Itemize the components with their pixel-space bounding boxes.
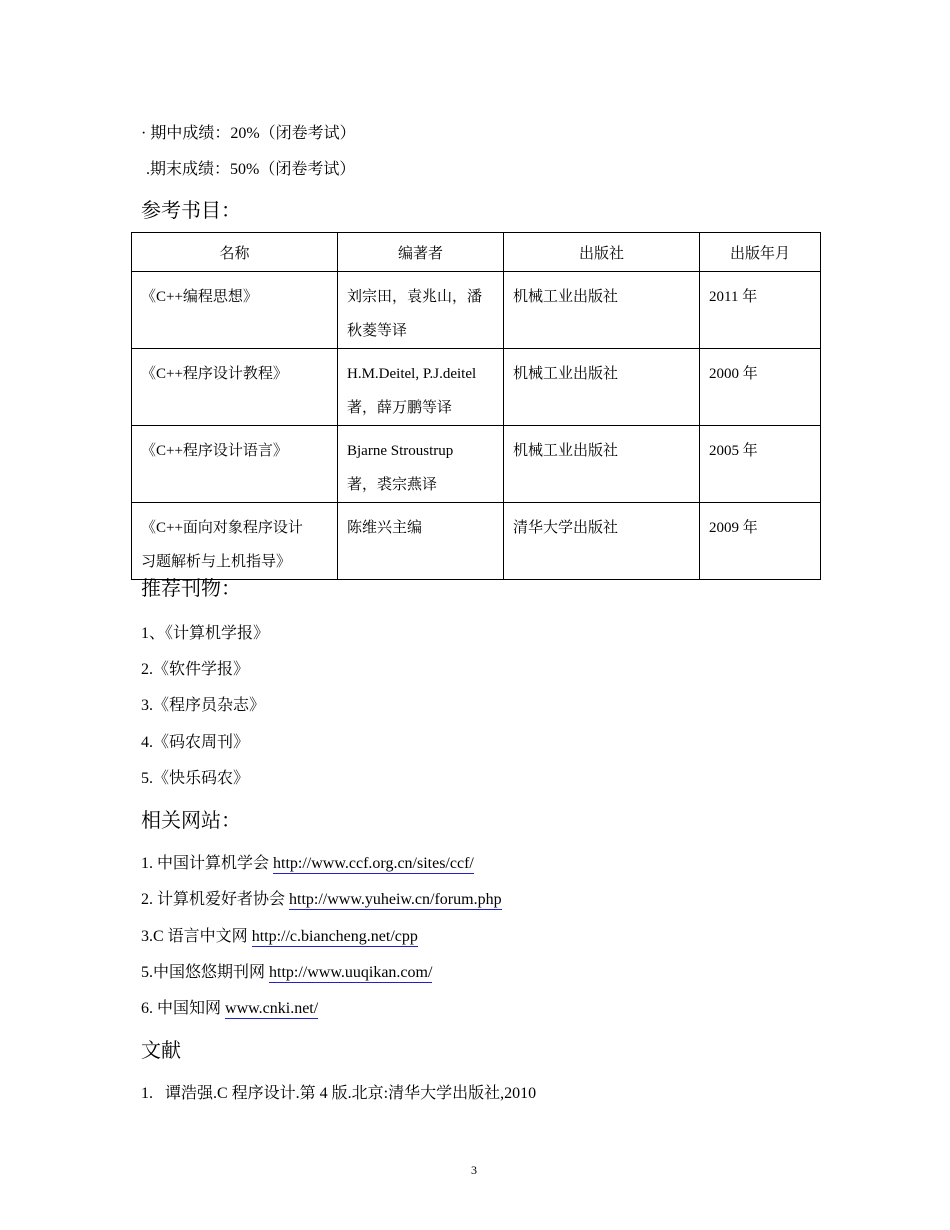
book-publisher: 清华大学出版社 xyxy=(504,503,700,580)
book-author-line2: 著，薛万鹏等译 xyxy=(347,400,453,416)
header-title: 名称 xyxy=(132,233,338,272)
site-item xyxy=(141,923,418,946)
site-link[interactable]: http://www.ccf.org.cn/sites/ccf/ xyxy=(273,855,474,872)
site-label: 2. 计算机爱好者协会 xyxy=(141,891,290,908)
book-author xyxy=(338,349,504,426)
sites-heading: 相关网站： xyxy=(141,810,241,832)
books-table xyxy=(131,232,821,580)
header-publisher: 出版社 xyxy=(504,233,700,272)
book-author: 陈维兴主编 xyxy=(338,503,504,580)
book-publisher: 机械工业出版社 xyxy=(504,349,700,426)
book-year: 2000 年 xyxy=(700,349,821,426)
book-title xyxy=(132,503,338,580)
book-author-line1: Bjarne Stroustrup xyxy=(347,443,454,459)
header-author: 编著者 xyxy=(338,233,504,272)
site-label: 6. 中国知网 xyxy=(141,1000,226,1017)
table-header-row xyxy=(132,233,821,272)
book-year: 2011 年 xyxy=(700,272,821,349)
book-year: 2005 年 xyxy=(700,426,821,503)
table-row xyxy=(132,503,821,580)
table-row xyxy=(132,426,821,503)
table-row xyxy=(132,349,821,426)
book-author-line2: 秋菱等译 xyxy=(347,323,408,339)
book-title: 《C++程序设计教程》 xyxy=(132,349,338,426)
book-year: 2009 年 xyxy=(700,503,821,580)
page-number: 3 xyxy=(471,1163,477,1177)
site-label: 1. 中国计算机学会 xyxy=(141,855,274,872)
reference-item: 1. 谭浩强.C 程序设计.第 4 版.北京:清华大学出版社,2010 xyxy=(141,1085,537,1102)
book-title: 《C++编程思想》 xyxy=(132,272,338,349)
list-item: 4.《码农周刊》 xyxy=(141,734,250,751)
site-link[interactable]: http://www.uuqikan.com/ xyxy=(269,964,433,981)
site-item xyxy=(141,886,502,909)
site-label: 3.C 语言中文网 xyxy=(141,928,252,945)
book-author-line1: 刘宗田，袁兆山，潘 xyxy=(347,289,483,305)
grading-midterm: · 期中成绩：20%（闭卷考试） xyxy=(141,125,356,142)
book-title-line2: 习题解析与上机指导》 xyxy=(141,554,292,570)
journals-heading: 推荐刊物： xyxy=(141,578,241,600)
book-publisher: 机械工业出版社 xyxy=(504,272,700,349)
grading-final: .期末成绩：50%（闭卷考试） xyxy=(146,161,356,178)
table-row xyxy=(132,272,821,349)
book-publisher: 机械工业出版社 xyxy=(504,426,700,503)
list-item: 5.《快乐码农》 xyxy=(141,770,250,787)
books-heading: 参考书目： xyxy=(141,200,241,222)
site-item xyxy=(141,850,474,873)
list-item: 3.《程序员杂志》 xyxy=(141,697,266,714)
site-link[interactable]: http://www.yuheiw.cn/forum.php xyxy=(289,891,502,908)
references-heading: 文献 xyxy=(141,1040,181,1062)
site-link[interactable]: www.cnki.net/ xyxy=(225,1000,319,1017)
header-year: 出版年月 xyxy=(700,233,821,272)
site-item xyxy=(141,995,318,1018)
site-item xyxy=(141,959,432,982)
list-item: 1、《计算机学报》 xyxy=(141,625,270,642)
list-item: 2.《软件学报》 xyxy=(141,661,250,678)
site-link[interactable]: http://c.biancheng.net/cpp xyxy=(251,928,418,945)
site-label: 5.中国悠悠期刊网 xyxy=(141,964,270,981)
book-author xyxy=(338,272,504,349)
book-title-line1: 《C++面向对象程序设计 xyxy=(141,520,303,536)
book-author-line2: 著，裘宗燕译 xyxy=(347,477,438,493)
book-title: 《C++程序设计语言》 xyxy=(132,426,338,503)
book-author xyxy=(338,426,504,503)
book-author-line1: H.M.Deitel, P.J.deitel xyxy=(347,366,477,382)
